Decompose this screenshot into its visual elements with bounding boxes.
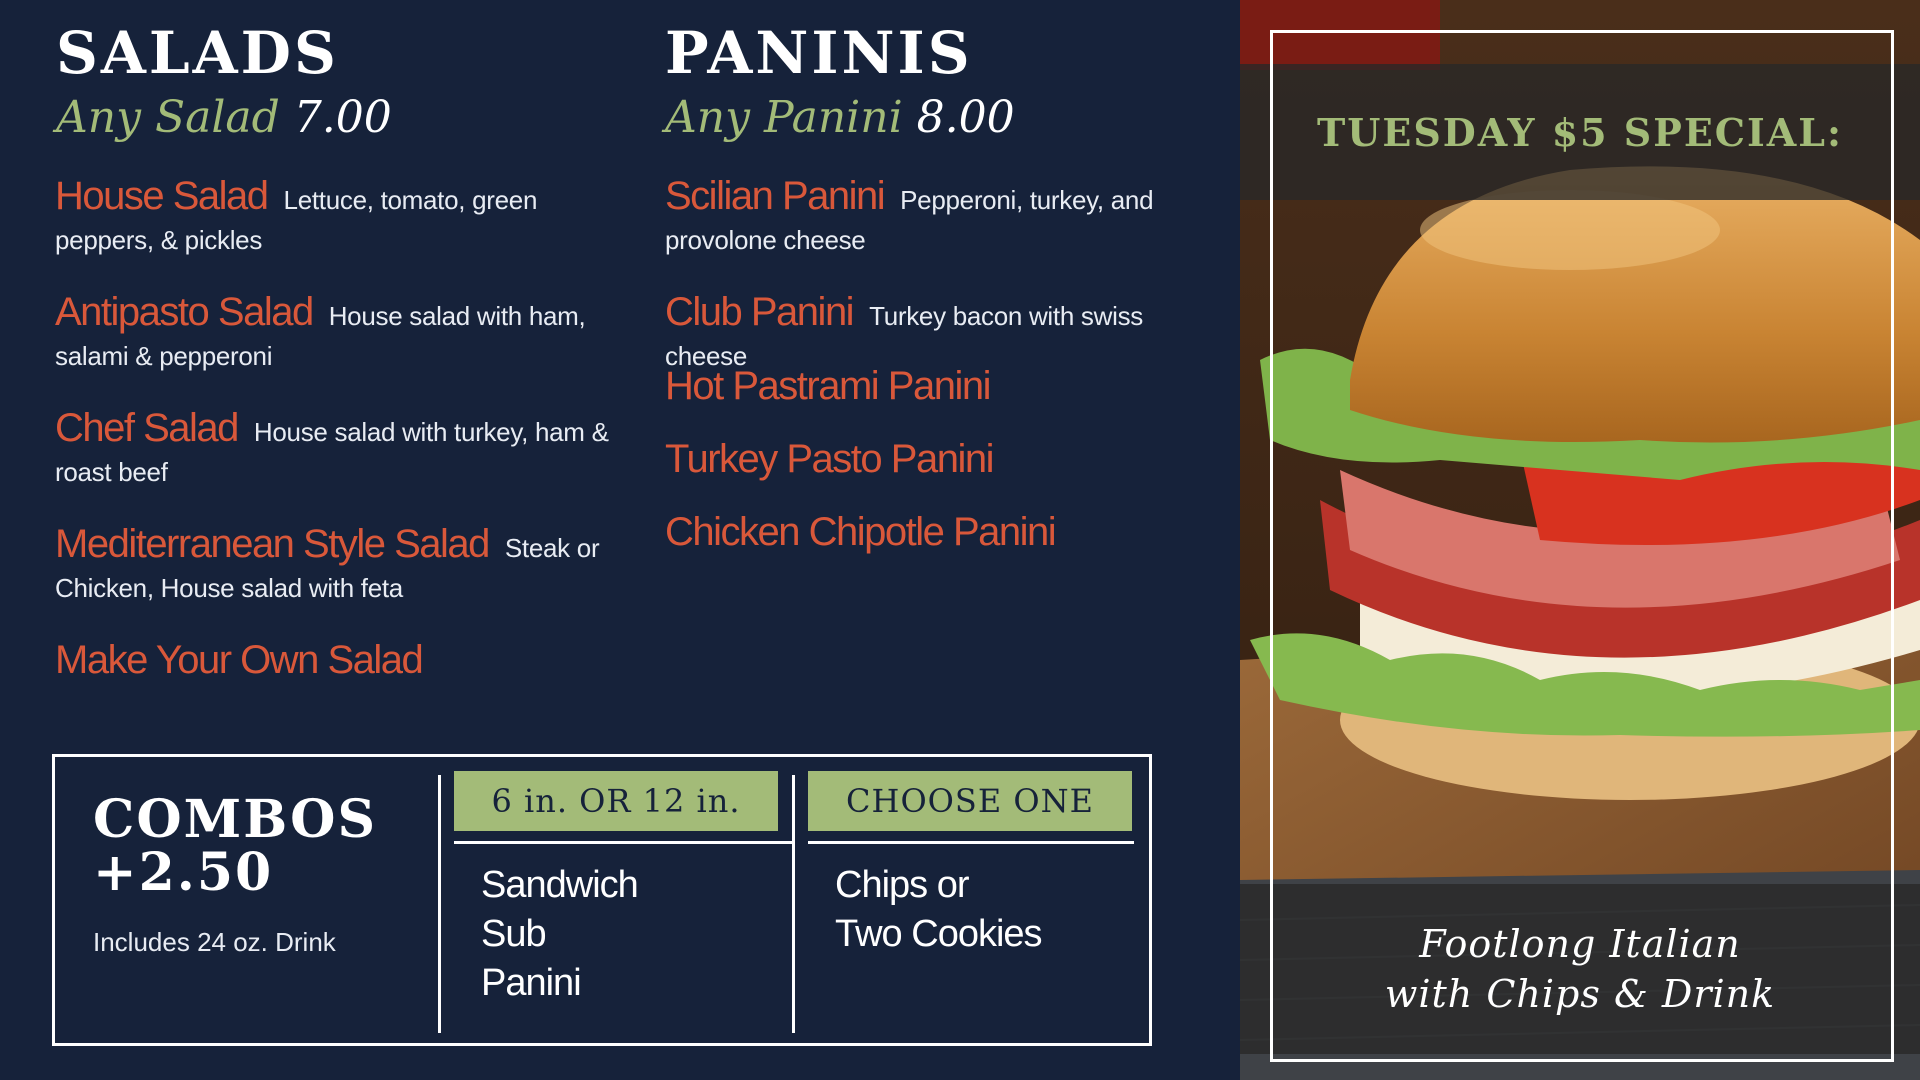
salads-price (56, 92, 392, 143)
section-divider (808, 841, 1134, 844)
menu-item-name: Chicken Chipotle Panini (665, 510, 1056, 554)
menu-item-desc: Lettuce, tomato, green peppers, & pickles (55, 185, 538, 255)
special-banner (1240, 64, 1920, 200)
special-caption-line1: Footlong Italian (1419, 922, 1741, 966)
section-divider (454, 841, 794, 844)
column-divider (792, 775, 795, 1033)
choose-options (835, 861, 1042, 959)
paninis-price-label: Any Panini (665, 92, 903, 143)
salads-heading: SALADS (56, 19, 339, 87)
menu-item-name: Mediterranean Style Salad (55, 522, 489, 566)
menu-item-desc: House salad with ham, salami & pepperoni (55, 301, 586, 371)
menu-item[interactable] (55, 170, 615, 257)
combos-box (52, 754, 1152, 1046)
menu-item[interactable] (55, 634, 615, 687)
size-options (481, 861, 638, 1008)
special-caption-line2: with Chips & Drink (1384, 972, 1776, 1016)
menu-item-desc: House salad with turkey, ham & roast beef (55, 417, 609, 487)
paninis-price (665, 92, 1015, 143)
column-divider (438, 775, 441, 1033)
combos-price: +2.50 (93, 842, 274, 904)
menu-item-name: Hot Pastrami Panini (665, 364, 990, 408)
menu-item[interactable] (665, 506, 1225, 559)
list-item: Panini (481, 962, 581, 1004)
combos-subtitle: Includes 24 oz. Drink (93, 927, 336, 957)
list-item: Two Cookies (835, 913, 1042, 955)
menu-item-desc: Turkey bacon with swiss cheese (665, 301, 1143, 371)
list-item: Sandwich (481, 864, 638, 906)
list-item: Sub (481, 913, 546, 955)
menu-item-name: House Salad (55, 174, 268, 218)
special-caption (1240, 884, 1920, 1054)
menu-item[interactable] (665, 433, 1225, 486)
paninis-price-value: 8.00 (916, 92, 1015, 143)
menu-item[interactable] (665, 360, 1225, 413)
menu-item-name: Antipasto Salad (55, 290, 313, 334)
special-banner-text: TUESDAY $5 SPECIAL: (1316, 109, 1844, 155)
paninis-heading: PANINIS (665, 19, 973, 87)
menu-item-name: Scilian Panini (665, 174, 885, 218)
salads-price-label: Any Salad (56, 92, 280, 143)
menu-item-name: Make Your Own Salad (55, 638, 423, 682)
menu-item-name: Turkey Pasto Panini (665, 437, 993, 481)
menu-item[interactable] (55, 518, 615, 605)
combos-title (93, 789, 378, 904)
list-item: Chips or (835, 864, 969, 906)
menu-item[interactable] (665, 170, 1225, 257)
menu-item-desc: Pepperoni, turkey, and provolone cheese (665, 185, 1154, 255)
menu-item-desc: Steak or Chicken, House salad with feta (55, 533, 600, 603)
choose-tag: CHOOSE ONE (808, 771, 1132, 831)
menu-item-name: Chef Salad (55, 406, 238, 450)
menu-item[interactable] (55, 286, 615, 373)
menu-item-name: Club Panini (665, 290, 854, 334)
menu-item[interactable] (55, 402, 615, 489)
salads-price-value: 7.00 (293, 92, 392, 143)
combos-title-line1: COMBOS (93, 789, 378, 850)
size-tag: 6 in. OR 12 in. (454, 771, 778, 831)
